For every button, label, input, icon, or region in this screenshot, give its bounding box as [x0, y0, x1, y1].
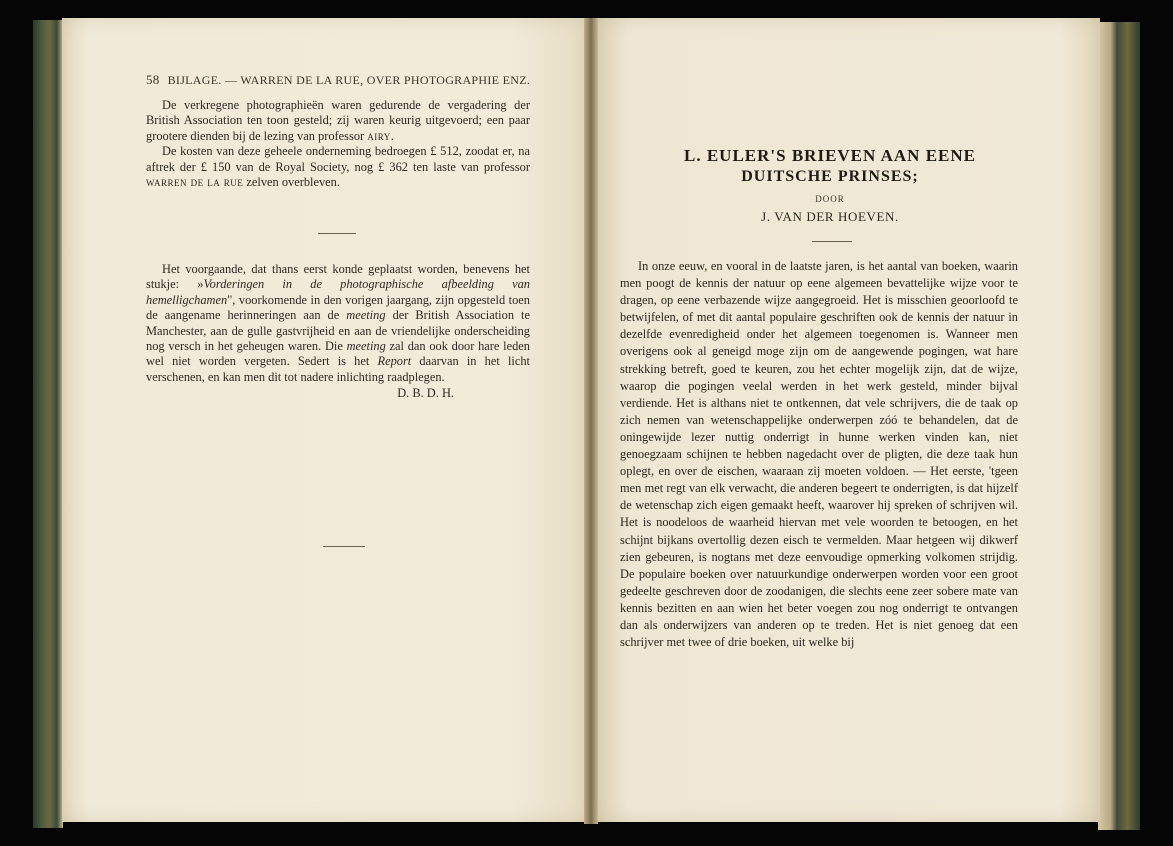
left-text-block-1 [146, 98, 530, 190]
paragraph-photographs: De verkregene photographieën waren gedurende de vergadering der British Association ten toon gesteld; zij waren keurig uitgevoerd; een paar grootere dienden bij de lezing van professor airy. [146, 98, 530, 143]
book-binding-right [1098, 22, 1140, 830]
running-head-text: BIJLAGE. — WARREN DE LA RUE, OVER PHOTOGRAPHIE ENZ. [167, 73, 531, 87]
running-head [146, 72, 566, 88]
paragraph-note: Het voorgaande, dat thans eerst konde geplaatst worden, benevens het stukje: »Vorderingen in de photographische afbeelding van hemelligchamen", voorkomende in den vorigen jaargang, zijn opgesteld toen de aangename herinneringen aan de meeting der British Association te Manchester, aan de gulle gastvrijheid en aan de vriendelijke onderscheiding nog versch in het geheugen waren. Die meeting zal dan ook door hare leden wel niet worden vergeten. Sedert is het Report daarvan in het licht verschenen, en kan men dit tot nadere inlichting raadplegen. [146, 262, 530, 384]
paragraph-costs: De kosten van deze geheele onderneming bedroegen £ 512, zoodat er, na aftrek der £ 150 van de Royal Society, nog £ 362 ten laste van professor warren de la rue zelven overbleven. [146, 144, 530, 190]
left-text-block-2 [146, 262, 530, 402]
title-divider [812, 241, 852, 242]
article-paragraph: In onze eeuw, en vooral in de laatste jaren, is het aantal van boeken, waarin men poogt de kennis der natuur op eene algemeen bevattelijke wijze voor te dragen, op eene verbazende wijze aangegroeid. Het is misschien geoorloofd te betwijfelen, of met dit aantal populaire geschriften ook de kennis der natuur in dezelfde evenredigheid onder het algemeen toegenomen is. Wanneer men overigens ook al geneigd moge zijn om de aangewende pogingen, wat hare strekking betreft, goed te keuren, zou het echter mogelijk zijn, dat de wijze, waarop die pogingen veelal werden in het werk gesteld, minder bijval verdiende. Het is althans niet te ontkennen, dat vele schrijvers, die de taak op zich nemen van wetenschappelijke onderwerpen zóó te behandelen, dat de oningewijde lezer nuttig onderrigt in hunne werken vinden kan, niet genoegzaam schijnen te hebben nagedacht over de pligten, die deze taak hun oplegt, en over de eischen, waaraan zij moeten voldoen. — Het eerste, 'tgeen men met regt van elk verwacht, die anderen begeert te onderrigten, is dat hijzelf de wetenschap zich eigen gemaakt heeft, waarover hij spreken of schrijven wil. Het is noodeloos de waarheid hiervan met vele woorden te betoogen, en het schijnt bijkans overtollig dezen eisch te vermelden. Maar hetgeen wij dikwerf zien gebeuren, is nogtans met deze eenvoudige opmerking volkomen strijdig. De populaire boeken over natuurkundige onderwerpen worden voor een groot gedeelte geschreven door de zoodanigen, die slechts eene zeer sobere mate van kennis bezitten en aan wien het beter voegen zou nog onderrigt te ontvangen dan als onderwijzers van anderen op te treden. Het is niet genoeg dat een schrijver met twee of drie boeken, uit welke bij [620, 259, 1018, 650]
article-title-line-2: DUITSCHE PRINSES; [741, 168, 919, 185]
signature: D. B. D. H. [397, 386, 454, 401]
book-gutter [584, 18, 598, 824]
end-divider [323, 546, 365, 547]
byline-door: DOOR [815, 194, 845, 204]
article-body [620, 258, 1018, 651]
section-divider [318, 233, 356, 234]
article-title-line-1: L. EULER'S BRIEVEN AAN EENE [684, 146, 976, 165]
author-name: J. VAN DER HOEVEN. [761, 209, 899, 224]
page-number: 58 [146, 72, 160, 87]
book-binding-left [33, 20, 63, 828]
